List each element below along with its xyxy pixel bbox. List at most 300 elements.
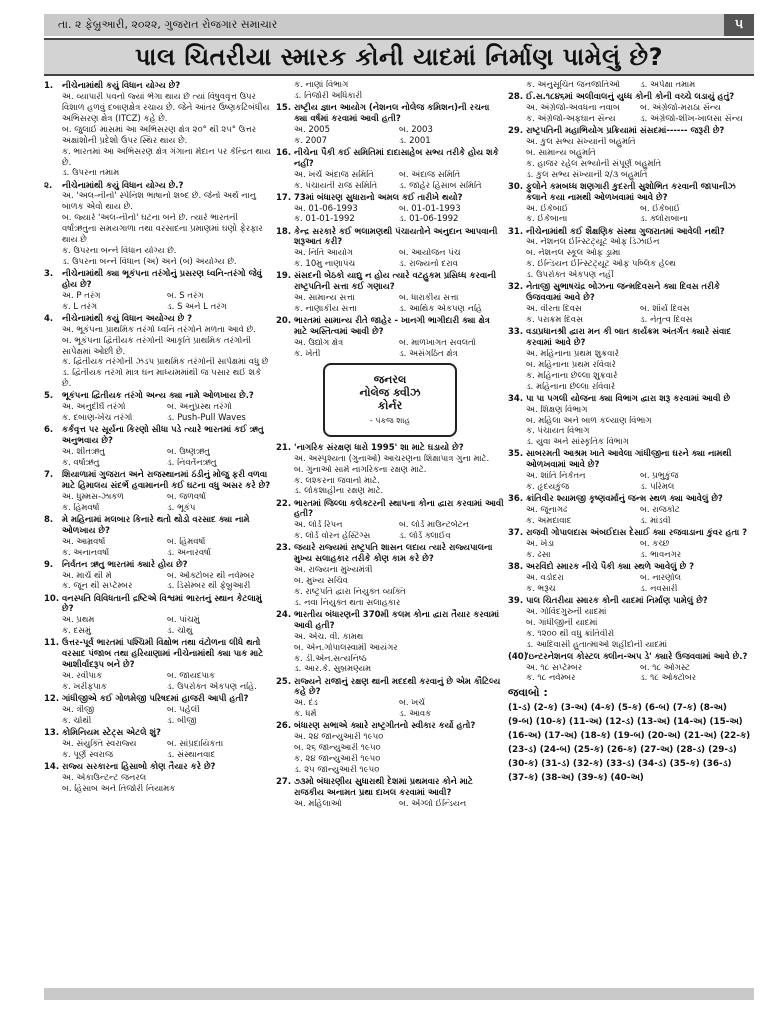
answer-key: (36-ડ) [702,759,732,770]
options-list [276,632,504,676]
answer-option: બ. 01-01-1993 [399,203,461,214]
answer-key: (37-ક) [508,773,539,784]
answer-option: અ. 01-06-1993 [294,203,358,214]
options-list [276,204,504,226]
options-list [276,80,504,102]
answer-option [399,80,504,91]
question [44,515,272,537]
question-number: 19. [276,271,292,282]
answer-option: અ. અનુદીર્ઘ તરંગો [62,402,126,413]
quiz-corner-box [323,363,457,437]
answer-option: અ. અંગ્રેજો-અવધના નવાબ [526,103,620,113]
question-text: સંસદની બેઠકો યાદ્યુ ન હોય ત્યારે વટહુકમ પ્રસિધ્ધ કરવાની રાષ્ટ્રપતિની સત્તા કઈ ગણાય? [294,271,496,293]
answer-option: અ. જૂનાગઢ [526,505,568,516]
question [276,227,504,249]
answer-key: (5-ક) [617,703,642,714]
question [44,470,272,492]
question [508,182,754,204]
answer-option: ડ. ડિસેમ્બર થી ફેબ્રુઆરી [167,581,251,592]
question-text: નીચેનામાંથી ક્યા ભૂકંપના તરંગોનું પ્રસરણ ધ્વનિ-તરંગો જેવું હોય છે? [62,268,262,290]
answer-option: બ. જ્યારે 'અલ-નીનો' ઘટના બને છે. ત્યારે ભારતની વર્ષાઋતુના સમયગાળા તથા વરસાદના પ્રમાણમાં ઘણો ફેરફાર થાય છે [62,213,263,246]
options-list [44,773,272,795]
answer-option: ક. ધર્મ [294,709,317,720]
question-text: નેતાજી સુભાષચંદ્ર બોઝના જન્મદિવસને ક્યા દિવસ તરીકે ઉજવવામાં આવે છે? [526,282,720,304]
question-text: અરવિંદો સ્મારક નીચે પૈકી ક્યા સ્થળે આવેલું છે ? [526,562,695,573]
answer-option: અ. વ્યાપારી પવનો જ્યાં ભેગા થાય છે ત્યાં વિષુવવૃત્ત ઉપર વિશાળ હળવું દબાણક્ષેત્ર રચાય છે. જેને આંતર ઉષ્ણકટિબંધીય અભિસરણ ક્ષેત્ર (ITCZ) કહે છે. [62,92,270,124]
question [276,148,504,170]
question [508,327,754,349]
question-item [276,316,504,360]
answer-option: ક. ચોથી [62,715,92,726]
question-number: 1. [44,81,54,92]
question [508,282,754,304]
question [508,652,754,663]
answer-option: ક. પંચાયતી રાજ સમિતિ [294,180,378,191]
question-item [508,494,754,527]
question [44,694,272,705]
question [44,391,272,402]
question-text: ગાંધીજીએ કઈ ગોળમેજી પરિષદમાં હાજરી આપી હતી? [62,694,249,705]
answer-option: અ. શિક્ષણ વિભાગ [526,404,588,415]
answer-option: બ. ઈકેબાઈ [640,203,681,214]
answer-option: ડ. બીજી [167,715,197,726]
answer-option: ક. અનુસૂચિત જનજાતિઓ [526,80,620,90]
answer-option: અ. અસ્પૃશ્યતા (ગુનાઓ) આચરણના શિક્ષાપાત્ર ગુના માટે. [294,453,490,464]
options-list [508,573,754,595]
answer-option: અ. રવીપાક [62,671,103,682]
answer-option: અ. સંયુક્તિ સ્વરાજ્ય [62,738,137,749]
answer-option: ડ. આવક [399,709,432,720]
options-list [276,125,504,147]
options-list [276,293,504,315]
answer-key: (29-ડ) [708,745,737,756]
question [508,494,754,505]
question [44,314,272,325]
question-item [276,103,504,147]
question [276,543,504,565]
answer-key: (20-અ) [647,731,681,742]
answer-key: (23-ડ) [508,745,537,756]
question-item [276,271,504,315]
question-item [276,148,504,192]
question [276,777,504,799]
question-number: 14. [44,761,60,772]
answer-option: ડ. ભૂકંપ [167,502,196,513]
answer-option: અ. નિતિ આયોગ [294,248,353,259]
options-list [276,732,504,776]
answer-option: અ. સામાન્ય સત્તા [294,293,355,304]
answer-key: (17-અ) [544,731,578,742]
answer-key: (2-ક) [533,703,558,714]
question [276,677,504,699]
answer-option: બ. પાંચમું [167,615,200,626]
question-item [44,391,272,424]
answer-option: ક. દ્વિતીયક તરંગોની ઝડપ પ્રાથમિક તરંગોની સાપેક્ષમાં વધુ છે [62,357,269,368]
question-text: ઉત્તર-પૂર્વ ભારતમાં પશ્ચિમી વિક્ષોભ તથા વંટોળના લીધે થતો વરસાદ પંજાબ તથા હરિયાણામાં નીચેનામાંથી ક્યા પાક માટે આશીર્વાદરૂપ બને છે? [62,638,264,671]
question [44,728,272,739]
answer-option: ડ. અસંગઠિત ક્ષેત્ર [399,348,458,359]
question-number: 23. [276,543,292,554]
answer-option: અ. વડોદરા [526,572,564,583]
answer-option: બ. સામાન્ય બહુમતિ [526,147,596,158]
answer-option: ક. પંચાયત વિભાગ [526,426,590,437]
question-text: 73માં બંધારણ સુધારાનો અમલ કઈ તારીખે થયો? [294,192,463,203]
question-item [44,470,272,514]
options-list [508,349,754,393]
answer-option: બ. 2003 [399,124,433,135]
answer-option: ક. વર્ષાઋતુ [62,457,100,468]
question [44,638,272,671]
question [508,528,754,539]
options-list [276,565,504,609]
question-text: રાજ્ય સરકારના હિસાબો કોણ તૈયાર કરે છે? [62,761,216,772]
answer-option: ડ. ૨૫ જાન્યુઆરી ૧૯૫૦ [294,765,380,775]
answer-key: (15-અ) [709,717,743,728]
bottom-bar [44,988,754,1000]
answer-option: ક. અંગ્રેજો-અફઘાન સૈન્ય [526,113,616,124]
answer-option: ક. હૃદયકુંજ [526,482,570,493]
answer-option: અ. ખેડા [526,539,555,550]
answer-key: (33-ડ) [606,759,635,770]
answer-option: ક. ૧૮ નવેમ્બર [526,673,576,684]
question [44,425,272,447]
answer-option: અ. વીરતા દિવસ [526,304,582,315]
question-item [276,193,504,226]
question-number: 7. [44,470,54,481]
answer-key: (9-બ) [508,717,533,728]
answer-option: ડ. અંગ્રેજો-શીખ-ખાલસા સૈન્ય [640,113,743,124]
answer-option: ડ. નેતૃત્વ દિવસ [640,314,693,325]
question-number: 5. [44,391,54,402]
answer-option: અ. ભૂકંપના પ્રાથમિક તરંગો ધ્વનિ તરંગોને મળતા આવે છે. [62,324,256,335]
answer-option: ડ. લોકશાહીના રક્ષણ માટે. [294,486,384,497]
question-text: ૭૩મો બંધારણીય સુધારાથી દેશમાં પ્રથમવાર કોને માટે રાજકીય અનામત પ્રથા દાખલ કરવામાં આવી? [294,777,473,798]
options-list [44,492,272,514]
question-number: 35. [508,449,524,460]
question-item [44,560,272,593]
question-item [44,181,272,268]
column-2 [276,80,504,980]
answer-option: ક. પૂર્ણ સ્વરાજ [62,749,114,760]
question-text: રાષ્ટ્રપતિની મહાભિયોગ પ્રક્રિયામાં સંસદમાં------ જરૂરી છે? [526,126,725,136]
question [508,596,754,607]
answer-option: બ. રાજકોટ [640,505,680,516]
options-list [44,615,272,637]
question-text: ફુલોને કમબધ્ધ શણગારી કુદરતી સુશોભિત કરવાની જાપાનીઝ કલાને કયા નામથી ઓળખવામાં આવે છે? [526,181,736,203]
question [276,316,504,338]
question-number: 17. [276,192,292,203]
question-item [276,227,504,271]
answer-key: (18-ક) [580,731,611,742]
answer-option: ડ. નવા નિયુક્ત થતા સલાહકાર [294,597,401,608]
answer-option: ડ. રાજ્યનો દરાવ [399,259,458,270]
answer-option: ડ. 01-06-1992 [399,214,459,225]
answer-option: ડ. યુવા અને સાંસ્કૃતિક વિભાગ [526,437,629,448]
answer-option: ક. ભારતમાં આ અભિસરણ ક્ષેત્ર ગંગાના મેદાન પર કેન્દ્રિત થાય છે. [62,146,271,168]
answer-option: ડ. અનારવર્ષા [167,547,211,558]
answer-key: (19-બ) [613,731,645,742]
question-item [44,314,272,390]
answer-option: બ. પ્રભુકુંજ [640,471,679,482]
options-list [508,607,754,651]
question-number: 16. [276,147,292,158]
answer-option: ડ. જાહેર હિસાબ સમિતિ [399,180,482,191]
question-item [508,126,754,181]
answer-option: ક. ઈકેબાના [526,214,568,225]
answer-option: અ. માર્ચ થી મે [62,570,112,581]
answer-option: ક. નાણાકીય સત્તા [294,304,357,315]
question [508,92,754,103]
answer-option: ડ. દ્વિતીયક તરંગો માત્ર ઘન માધ્યમમાંથી જ પસાર થઈ શકે છે. [62,368,262,390]
answer-option: બ. ગુનાઓ સામે નાગરિકના રક્ષણ માટે. [294,464,427,475]
options-list [508,237,754,281]
answer-option: બ. મહિનાના પ્રથમ રવિવારે [526,359,616,370]
options-list [44,537,272,559]
question [276,103,504,125]
question-text: 'નાગરિક સંરક્ષણ ધારો 1995' શા માટે ઘડાયો છે? [294,442,464,453]
answer-option: બ. જુલાઈ માસમાં આ અભિસરણ ક્ષેત્ર ૨૦° થી ૨૫° ઉત્તર અક્ષાંશોની પ્રદેશો ઉપર સ્થિર થાય છે. [62,124,257,146]
question-item [44,425,272,469]
answer-option: બ. નારણોલ [640,572,682,583]
question-item [508,182,754,226]
answer-key: (40-અ) [610,773,644,784]
question-number: 9. [44,559,54,570]
answer-option: ડ. નવસારી [640,583,678,594]
answer-key: (30-ક) [508,759,539,770]
question-text: પા પા પગલી યોજના ક્યા વિભાગ દ્વારા શરૂ કરવામાં આવી છે [526,393,731,404]
answer-option: બ. હિમવર્ષા [167,536,206,547]
answer-option: અ. રાજ્યના મુખ્યમંત્રી [294,565,373,576]
answer-key: (31-ડ) [541,759,570,770]
date-line: તા. ૨ ફેબ્રુઆરી, ૨૦૨૨, ગુજરાત રોજગાર સમાચાર [58,18,278,31]
quiz-box-line: કોર્નર [377,398,403,412]
answer-option: બ. ઓક્ટોબર થી નવેમ્બર [167,570,255,581]
answer-option: અ. મહિલાઓ [294,798,342,809]
answer-key: (6-બ) [644,703,670,714]
question-number: 34. [508,393,524,404]
answer-option: ડ. ઉપરોક્ત એકપણ નહિ. [167,682,257,692]
question-number: 38. [508,562,524,573]
answer-key: (12-ડ) [605,717,635,728]
answer-option: ડ. ભાવનગર [640,549,682,560]
question-text: રાજવી ગોપાલદાસ અંબઈદાસ દેસાઈ ક્યા રજવાડાના કુંવર હતા ? [526,528,748,539]
question-text: જયારે રાજ્યમાં રાષ્ટ્રપતિ શાસન લદાય ત્યારે રાજ્યપાલના મુખ્ય સલાહકાર તરીકે કોણ કામ કરે છે? [294,543,493,565]
answer-option: ક. ખરીફપાક [62,682,107,692]
question-item [276,443,504,498]
answer-option: ક. હાજર રહેલ સભ્યોની સંપૂર્ણ બહુમતિ [526,158,662,169]
question [276,610,504,632]
question-item [44,638,272,693]
question-item [508,596,754,651]
answer-option: બ. મહિલા અને બાળ કલ્યાણ વિભાગ [526,415,652,426]
answer-option: ડ. મહિનાના છેલ્લા રવિવારે [526,381,616,392]
options-list [276,799,504,810]
options-list [276,520,504,542]
answer-option: બ. ધારાકીય સત્તા [399,293,459,304]
answer-option: ક. ઉપરના બન્ને વિધાન યોગ્ય છે. [62,245,177,256]
answer-option: ક. ખેતી [294,348,321,359]
page-number: ૫ [724,14,754,36]
answer-key: (16-અ) [508,731,542,742]
answer-option: ડ. લોર્ડ ક્લાઈવ [399,531,451,542]
answer-key: (35-ક) [669,759,700,770]
options-list [44,571,272,593]
options-list [508,80,754,91]
answer-option: ક. નાણાં વિભાગ [294,80,349,90]
question [44,762,272,773]
answer-option: ક. ભરૂચ [526,583,556,594]
answer-option: ડ. ઉપરના બન્ને વિધાન (અ) અને (બ) અયોગ્ય છે. [62,256,237,267]
question-item [44,728,272,761]
question-number: 28. [508,92,524,103]
answer-option: બ. એન.ગોપાલસ્વામી આયંગર [294,642,398,653]
answer-key: (25-ક) [573,745,604,756]
question-item [508,652,754,685]
answer-option: ક. L તરંગ [62,301,98,312]
answer-key: (22-ક) [720,731,751,742]
answer-key: (13-અ) [637,717,671,728]
options-list [276,170,504,192]
question [508,449,754,471]
question-item [276,499,504,543]
quiz-box-author: - પંકજ શાહ [369,415,411,425]
question-item [508,562,754,595]
answer-option: બ. ખર્ચ [399,698,426,709]
question-number: 31. [508,226,524,237]
quiz-box-line: જનરલ [373,372,407,386]
answer-option: બ. માળખાગત સવલતો [399,337,476,348]
question-item [44,515,272,559]
options-list [508,539,754,561]
answer-option: બ. જળવર્ષા [167,491,207,502]
options-list [508,663,754,685]
question-item [276,80,504,102]
question-item [44,762,272,795]
question-text: કર્કવૃત્ત પર સૂર્યના કિરણો સીધા પડે ત્યારે ભારતમાં કઈ ઋતુ અનુભવાય છે? [62,425,264,447]
answer-option: બ. મુખ્ય સચિવ [294,576,348,587]
options-list [44,402,272,424]
question-text: નિર્વતન ઋતુ ભારતમાં ક્યારે હોય છે? [62,559,188,570]
question-item [508,327,754,392]
answer-option: ક. ૧૨૦૦ થી વધુ ક્રાંતિવીરો [526,628,615,639]
question-number: 11. [44,638,60,649]
question-text: બંધારણ સભાએ ક્યારે રાષ્ટ્રગીતનો સ્વીકાર કર્યો હતો? [294,721,476,732]
question-number: 15. [276,103,292,113]
options-list [44,739,272,761]
question-item [276,721,504,776]
question [44,181,272,192]
question-text: ક્રાંતિવીર શ્યામજી કૃષ્ણવર્માનું જન્મ સ્થળ ક્યા આવેલું છે? [526,494,723,505]
question-number: 20. [276,316,292,327]
question-item [44,269,272,313]
options-list [44,325,272,390]
answer-option: ક. 10મુ નાણાપંચ [294,259,356,270]
answer-option: ક. દસમું [62,626,92,637]
answer-option: ક. ૨૪ જાન્યુઆરી ૧૯૫૦ [294,754,381,765]
question-item [508,227,754,282]
answer-option: અ. આમ્રવર્ષા [62,536,106,547]
options-list [508,103,754,125]
answer-key: (10-ક) [535,717,567,728]
answer-option: ડ. કુલ સભ્ય સંખ્યાની ૨/૩ બહુમતિ [526,169,648,180]
question-text: નીચેનામાંથી કયું વિધાન અયોગ્ય છે ? [62,313,193,324]
answer-option: અ. કુલ સભ્ય સંખ્યાની બહુમતિ [526,136,636,147]
question-text: મે મહિનામાં મલબાર કિનારે થતો થોડો વરસાદ ક્યા નામે ઓળખાય છે? [62,514,250,536]
answer-option: અ. ખર્ચ અંદાજ સમિતિ [294,169,374,180]
question [44,560,272,571]
answer-option: ડ. ઉપરના તમામ [62,168,120,179]
question-number: 4. [44,313,54,324]
question-number: 25. [276,676,292,687]
answer-option: ડ. ૧૮ ઓક્ટોબર [640,673,697,684]
question-text: ભારતમાં જિલ્લા કલેક્ટરની સ્થાપના કોના દ્વારા કરવામાં આવી હતી? [294,498,504,520]
question-text: નીચેના પૈકી કઈ સમિતિમાં દાદાસાહેબ સભ્ય તરીકે હોય શકે નહીં? [294,147,499,169]
column-3 [508,80,754,980]
question [508,394,754,405]
answer-option: ડ. નિવર્તનઋતુ [167,457,217,468]
question-item [276,610,504,675]
question-number: 21. [276,442,292,453]
options-list [276,454,504,498]
answer-option: ક. પરાક્રમ દિવસ [526,314,583,325]
question-number: 32. [508,282,524,293]
answer-option: બ. ૨૬ જાન્યુઆરી ૧૯૫૦ [294,743,381,754]
question-number: 18. [276,226,292,237]
answer-option: ક. જૂન થી સપ્ટેમ્બર [62,581,133,592]
options-list [44,447,272,469]
answer-option: ક. ડી.એન.સત્યનિષ્ઠ [294,653,367,664]
question-item [44,694,272,727]
answer-option: અ. મહિનાના પ્રથમ શુક્રવારે [526,348,619,359]
options-list [508,471,754,493]
answer-key: (34-ડ) [637,759,667,770]
answer-option: અ. ધુમ્મસ-ઝાકળ [62,491,124,502]
answer-key: (1-ડ) [508,703,531,714]
answer-option: ક. હિમવર્ષા [62,502,100,513]
question-text: કેન્દ્ર સરકારે કઈ ભલામણથી પંચાયતોને અનુદાન આપવાની શરૂઆત કરી? [294,226,498,248]
answer-option: ડ. સંસ્થાનવાદ [167,749,216,760]
question [44,81,272,92]
answer-option: બ. લોર્ડ માઉન્ટબેટન [399,520,469,531]
question-text: ભારતમાં સામાન્ય રીતે જાહેર - ખાનગી ભાગીદારી ક્યા ક્ષેત્ર માટે અસ્તિત્વમાં આવી છે? [294,316,490,338]
answer-option: બ. ગાંધીજીની યાદમાં [526,617,598,628]
answer-option: અ. લોર્ડ રિપન [294,520,343,531]
question [508,227,754,238]
question-number: 27. [276,777,292,788]
question-number: 24. [276,609,292,620]
headline: પાલ ચિતરીયા સ્મારક કોની યાદમાં નિર્માણ પામેલું છે? [44,38,754,76]
question [276,443,504,454]
answer-option: બ. અનુપ્રસ્થ તરંગો [167,402,232,413]
answer-key: (21-અ) [683,731,718,742]
answer-option: બ. પહેલી [167,705,200,715]
answer-key: (24-બ) [539,745,571,756]
question-number: 10. [44,593,60,604]
question-text: વનસ્પતિ વિવિધતાની દ્રષ્ટિએ વિશ્વમાં ભારતનું સ્થાન કેટલામું છે? [62,593,262,615]
question-text: સાબરમતી આશ્રમ ખાતે આવેલા ગાંધીજીના ઘરને ક્યા નામથી ઓળખવામાં આવે છે? [526,449,732,471]
answer-option: બ. અંગ્રેજો-મરાઠા સૈન્ય [640,103,721,113]
answer-option: અ. ગોવિંદગુરુની યાદમાં [526,606,607,617]
answer-option: ડ. ક્લોરાબાના [640,214,688,225]
answers-title: જવાબો : [508,686,548,700]
answer-option: અ. ૨૪ જાન્યુઆરી ૧૯૫૦ [294,732,384,743]
question-item [44,594,272,638]
answer-key: (26-ક) [606,745,638,756]
question-text: 'ઇન્ટરનેશનલ કોસ્ટલ ક્લીન-અપ ડે' ક્યારે ઉજવવામાં આવે છે.? [526,651,748,662]
answer-option: બ. ઉષ્ણઋતુ [167,447,210,458]
question-item [276,777,504,810]
answer-option: અ. નેશનલ ઈન્સ્ટિટ્યૂટ ઓફ ડિઝાઈન [526,237,660,248]
